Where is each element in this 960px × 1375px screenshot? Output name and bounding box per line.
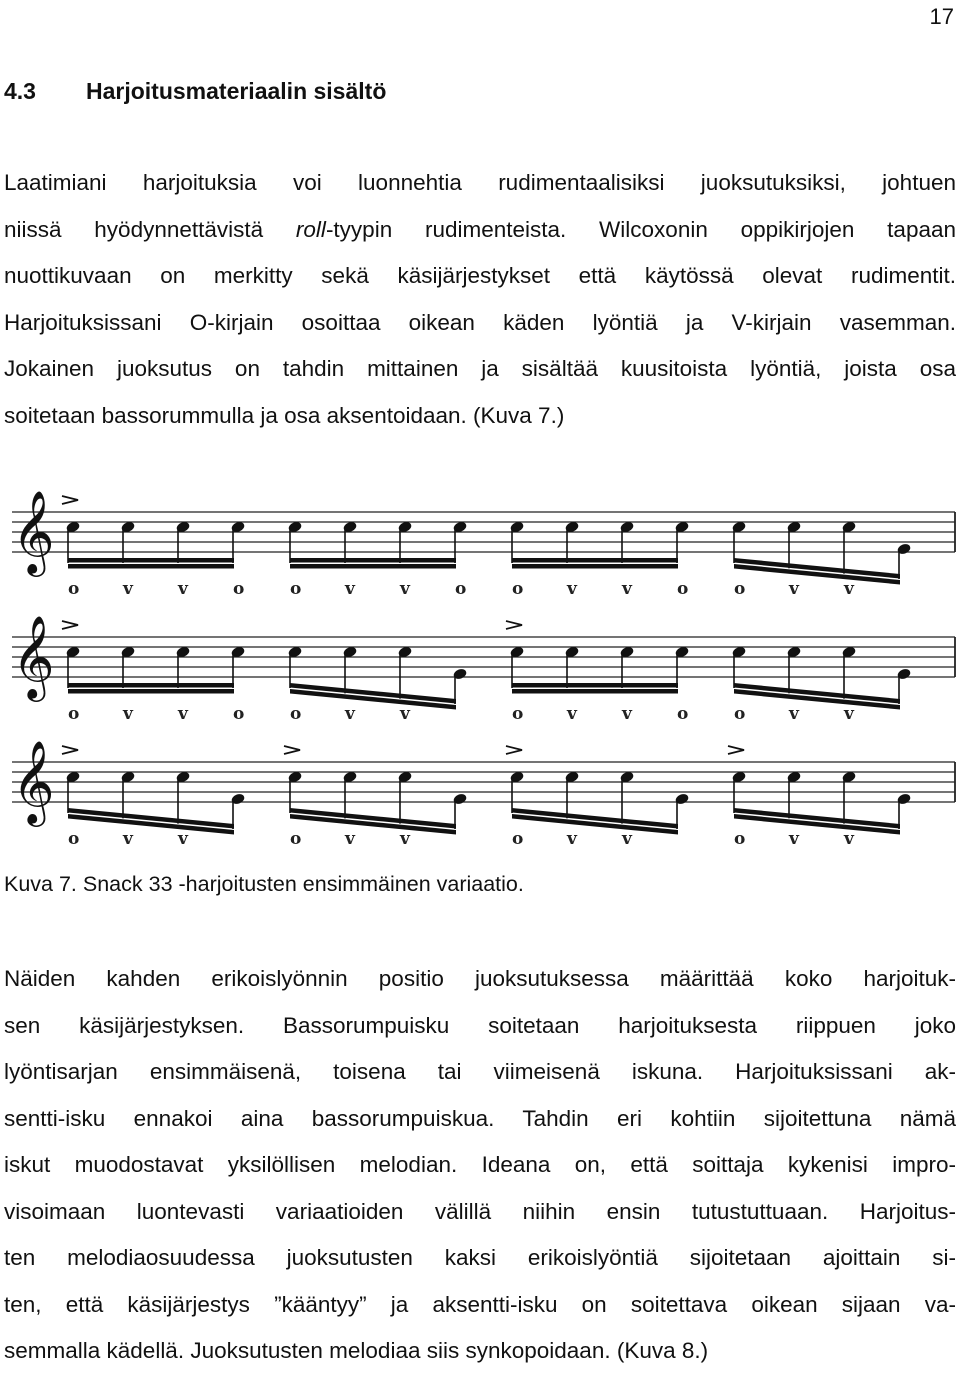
beam — [512, 683, 678, 688]
sticking-letter: v — [622, 704, 632, 724]
sticking-letter: v — [123, 829, 133, 849]
sticking-letter: v — [400, 829, 410, 849]
paragraph-line: ten, että käsijärjestys ”kääntyy” ja aksentti-isku on soitettava oikean sijaan va- — [4, 1291, 956, 1317]
sticking-letter: v — [345, 579, 355, 599]
paragraph-line: sentti-isku ennakoi aina bassorumpuiskua. Tahdin eri kohtiin sijoitettuna nämä — [4, 1105, 956, 1131]
sticking-letter: v — [622, 829, 632, 849]
sticking-letter: v — [345, 704, 355, 724]
sticking-letter: v — [123, 704, 133, 724]
treble-clef: 𝄞 — [12, 739, 55, 823]
sticking-letter: o — [455, 579, 467, 599]
sticking-letter: v — [789, 579, 799, 599]
beam — [512, 564, 678, 569]
paragraph-line: niissä hyödynnettävistä roll-tyypin rudimenteista. Wilcoxonin oppikirjojen tapaan — [4, 216, 956, 242]
beam — [68, 689, 234, 694]
paragraph-intro — [4, 160, 956, 439]
sticking-letter: o — [233, 704, 245, 724]
accent-mark — [284, 746, 300, 754]
sticking-letter: o — [68, 829, 80, 849]
accent-mark — [506, 746, 522, 754]
sticking-letter: v — [178, 704, 188, 724]
beam — [68, 564, 234, 569]
sticking-letter: o — [68, 704, 80, 724]
sticking-letter: v — [789, 704, 799, 724]
sticking-letter: o — [734, 579, 746, 599]
accent-mark — [728, 746, 744, 754]
section-heading — [4, 78, 386, 105]
sticking-letter: o — [68, 579, 80, 599]
beam — [290, 558, 456, 563]
sticking-letter: o — [734, 829, 746, 849]
paragraph-line: semmalla kädellä. Juoksutusten melodiaa siis synkopoidaan. (Kuva 8.) — [4, 1338, 709, 1363]
paragraph-line: sen käsijärjestyksen. Bassorumpuisku soitetaan harjoituksesta riippuen joko — [4, 1012, 956, 1038]
accent-mark — [62, 496, 78, 504]
beam — [290, 564, 456, 569]
italic-term: roll — [295, 216, 326, 242]
accent-mark — [62, 621, 78, 629]
sticking-letter: v — [178, 829, 188, 849]
beam — [512, 689, 678, 694]
sticking-letter: o — [290, 829, 302, 849]
sticking-letter: v — [123, 579, 133, 599]
treble-clef: 𝄞 — [12, 614, 55, 698]
page-number: 17 — [929, 4, 954, 29]
sticking-letter: o — [512, 704, 524, 724]
paragraph-line: Jokainen juoksutus on tahdin mittainen ja sisältää kuusitoista lyöntiä, joista osa — [4, 356, 956, 381]
sticking-letter: o — [734, 704, 746, 724]
sticking-letter: o — [512, 579, 524, 599]
paragraph-line: Näiden kahden erikoislyönnin positio juoksutuksessa määrittää koko harjoituk- — [4, 966, 956, 991]
beam — [512, 558, 678, 563]
sticking-letter: o — [290, 704, 302, 724]
sticking-letter: v — [844, 829, 854, 849]
sticking-letter: o — [677, 704, 689, 724]
sticking-letter: v — [400, 579, 410, 599]
section-title: Harjoitusmateriaalin sisältö — [85, 78, 387, 104]
sticking-letter: v — [345, 829, 355, 849]
paragraph-body — [4, 956, 956, 1375]
paragraph-line: lyöntisarjan ensimmäisenä, toisena tai viimeisenä iskuna. Harjoituksissani ak- — [4, 1059, 956, 1084]
sticking-letter: o — [290, 579, 302, 599]
sticking-letter: v — [400, 704, 410, 724]
sticking-letter: o — [233, 579, 245, 599]
paragraph-line: nuottikuvaan on merkitty sekä käsijärjestykset että käytössä olevat rudimentit. — [4, 263, 956, 288]
paragraph-line: soitetaan bassorummulla ja osa aksentoidaan. (Kuva 7.) — [4, 402, 565, 428]
sticking-letter: v — [567, 829, 577, 849]
sticking-letter: v — [844, 704, 854, 724]
paragraph-line: Harjoituksissani O-kirjain osoittaa oikean käden lyöntiä ja V-kirjain vasemman. — [4, 309, 956, 335]
sticking-letter: o — [677, 579, 689, 599]
beam — [68, 558, 234, 563]
beam — [68, 683, 234, 688]
paragraph-line: visoimaan luontevasti variaatioiden välillä niihin ensin tutustuttuaan. Harjoitus- — [4, 1198, 956, 1224]
sticking-letter: v — [567, 704, 577, 724]
paragraph-line: ten melodiaosuudessa juoksutusten kaksi erikoislyöntiä sijoitetaan ajoittain si- — [4, 1245, 956, 1270]
figure-caption: Kuva 7. Snack 33 -harjoitusten ensimmäinen variaatio. — [4, 872, 524, 896]
treble-clef: 𝄞 — [12, 489, 55, 573]
paragraph-line: Laatimiani harjoituksia voi luonnehtia rudimentaalisiksi juoksutuksiksi, johtuen — [4, 170, 956, 195]
sticking-letter: v — [844, 579, 854, 599]
sticking-letter: v — [178, 579, 188, 599]
sticking-letter: o — [512, 829, 524, 849]
sticking-letter: v — [789, 829, 799, 849]
accent-mark — [62, 746, 78, 754]
sticking-letter: v — [567, 579, 577, 599]
paragraph-line: iskut muodostavat yksilöllisen melodian. Ideana on, että soittaja kykenisi impro- — [4, 1152, 956, 1177]
accent-mark — [506, 621, 522, 629]
sticking-letter: v — [622, 579, 632, 599]
music-notation-figure — [0, 480, 960, 860]
section-number: 4.3 — [4, 78, 36, 104]
